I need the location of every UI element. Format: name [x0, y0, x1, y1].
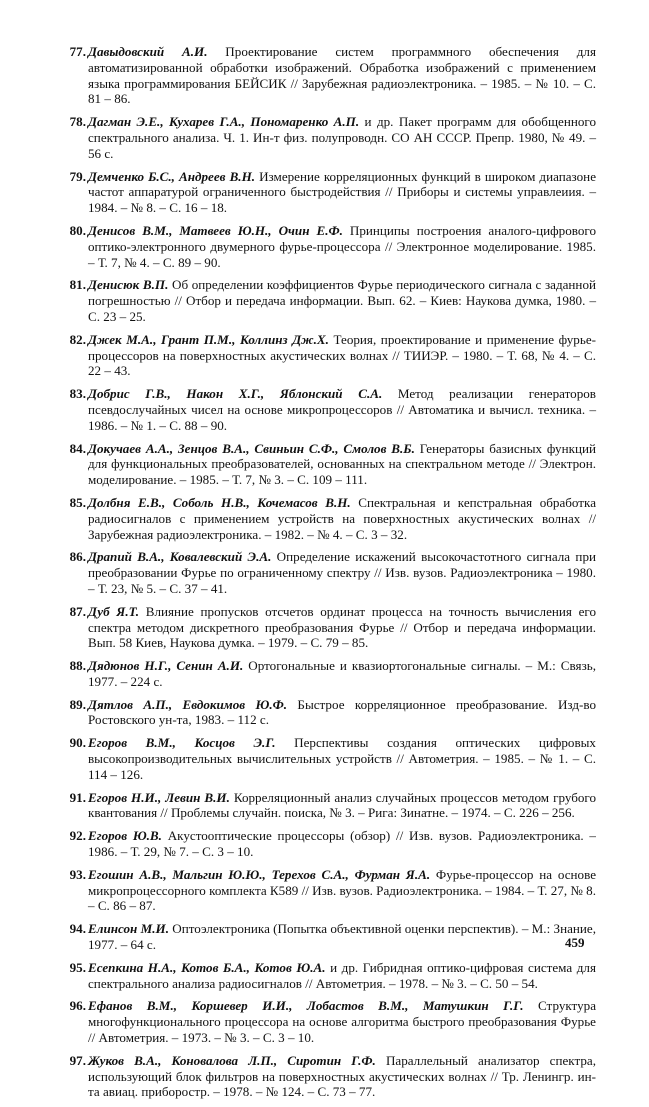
reference-text: Корреляционный анализ случайных процессов методом грубого квантования // Проблемы случайн. поиска, № 3. – Рига: Зинатне. – 1974. – С. 226 – 256.: [88, 789, 596, 821]
reference-authors: Дятлов А.П., Евдокимов Ю.Ф.: [88, 696, 288, 712]
reference-authors: Дагман Э.Е., Кухарев Г.А., Пономаренко А.П.: [88, 114, 360, 130]
reference-authors: Есепкина Н.А., Котов Б.А., Котов Ю.А.: [88, 959, 326, 975]
reference-entry: [62, 44, 596, 107]
reference-number: 79.: [69, 168, 86, 184]
reference-entry: [62, 441, 596, 488]
reference-text: Принципы построения аналого-цифрового оптико-электронного двумерного фурье-процессора // Электронное моделирование. 1985. – Т. 7, № 4. – С. 89 – 90.: [88, 222, 596, 270]
reference-entry: [62, 998, 596, 1045]
reference-number: 82.: [69, 331, 86, 347]
reference-text: и др. Гибридная оптико-цифровая система для спектрального анализа радиосигналов // Автометрия. – 1978. – № 3. – С. 50 – 54.: [88, 959, 596, 991]
reference-number: 84.: [69, 440, 86, 456]
reference-text: Проектирование систем программного обеспечения для автоматизированной обработки изображений. Обработка изображений с применением языка программирования БЕЙСИК // Зарубежная радиоэлектроника. – 1985. – № 10. – С. 81 – 86.: [88, 44, 596, 107]
reference-authors: Денисов В.М., Матвеев Ю.Н., Очин Е.Ф.: [88, 222, 343, 238]
reference-entry: [62, 114, 596, 161]
reference-entry: [62, 223, 596, 270]
reference-authors: Елинсон М.И.: [88, 921, 169, 937]
reference-entry: [62, 921, 596, 953]
reference-text: Генераторы базисных функций для функциональных преобразователей, основанных на спектральном методе // Электрон. моделирование. – 1985. – Т. 7, № 3. – С. 109 – 111.: [88, 440, 596, 488]
reference-authors: Демченко Б.С., Андреев В.Н.: [88, 168, 256, 184]
reference-authors: Жуков В.А., Коновалова Л.П., Сиротин Г.Ф.: [88, 1052, 376, 1068]
reference-entry: [62, 960, 596, 992]
reference-entry: [62, 790, 596, 822]
reference-authors: Давыдовский А.И.: [88, 44, 208, 59]
reference-entry: [62, 658, 596, 690]
reference-text: Измерение корреляционных функций в широком диапазоне частот аппаратурой ограниченного быстродействия // Приборы и системы управлеиия. – 1984. – № 8. – С. 16 – 18.: [88, 168, 597, 216]
reference-number: 93.: [69, 866, 86, 882]
reference-number: 83.: [69, 386, 86, 402]
reference-authors: Джек М.А., Грант П.М., Коллинз Дж.Х.: [88, 331, 329, 347]
reference-list: [62, 44, 596, 1107]
reference-authors: Докучаев А.А., Зенцов В.А., Свиньин С.Ф., Смолов В.Б.: [88, 440, 415, 456]
reference-number: 91.: [69, 789, 86, 805]
reference-entry: [62, 867, 596, 914]
reference-text: и др. Пакет программ для обобщенного спектрального анализа. Ч. 1. Ин-т физ. полупроводн. СО АН СССР. Препр. 1980, № 49. – 56 с.: [88, 114, 596, 161]
reference-text: Влияние пропусков отсчетов ординат процесса на точность вычисления его спектра методом дискретного преобразования Фурье // Отбор и передача информации. Вып. 58 Киев, Наукова думка. – 1979. – С. 79 – 85.: [88, 603, 596, 651]
reference-authors: Денисюк В.П.: [88, 277, 169, 293]
reference-number: 77.: [69, 44, 86, 59]
reference-number: 96.: [69, 998, 86, 1014]
reference-text: Метод реализации генераторов псевдослучайных чисел на основе микропроцессоров // Автоматика и вычисл. техника. – 1986. – № 1. – С. 88 – 90.: [88, 386, 596, 433]
reference-number: 95.: [69, 959, 86, 975]
reference-number: 87.: [69, 603, 86, 619]
reference-number: 94.: [69, 921, 86, 937]
reference-number: 92.: [69, 828, 86, 844]
reference-text: Параллельный анализатор спектра, использующий блок фильтров на поверхностных акустических волнах // Тр. Ленингр. ин-та авиац. приборостр. – 1978. – № 124. – С. 73 – 77.: [88, 1052, 596, 1100]
reference-text: Теория, проектирование и применение фурье-процессоров на поверхностных акустических волнах // ТИИЭР. – 1980. – Т. 68, № 4. – С. 22 – 43.: [88, 331, 596, 379]
reference-text: Об определении коэффициентов Фурье периодического сигнала с заданной погрешностью // Отбор и передача информации. Вып. 62. – Киев: Наукова думка, 1980. – С. 23 – 25.: [88, 277, 596, 324]
reference-entry: [62, 386, 596, 433]
reference-authors: Егоров В.М., Косцов Э.Г.: [88, 735, 276, 751]
reference-number: 89.: [69, 696, 86, 712]
reference-number: 90.: [69, 735, 86, 751]
page-number: 459: [565, 935, 585, 950]
reference-authors: Дуб Я.Т.: [88, 603, 140, 619]
reference-authors: Ефанов В.М., Коршевер И.И., Лобастов В.М., Матушкин Г.Г.: [88, 998, 524, 1014]
reference-entry: [62, 1053, 596, 1100]
reference-authors: Добрис Г.В., Након Х.Г., Яблонский С.А.: [88, 386, 383, 402]
reference-entry: [62, 332, 596, 379]
reference-text: Ортогональные и квазиортогональные сигналы. – М.: Связь, 1977. – 224 с.: [88, 658, 596, 689]
reference-authors: Драпий В.А., Ковалевский Э.А.: [88, 549, 272, 565]
reference-text: Оптоэлектроника (Попытка объективной оценки перспектив). – М.: Знание, 1977. – 64 с.: [88, 921, 596, 953]
reference-authors: Долбня Е.В., Соболь Н.В., Кочемасов В.Н.: [88, 494, 351, 510]
reference-entry: [62, 495, 596, 542]
reference-entry: [62, 277, 596, 324]
reference-number: 81.: [69, 277, 86, 293]
reference-entry: [62, 697, 596, 729]
reference-entry: [62, 828, 596, 860]
reference-entry: [62, 735, 596, 782]
reference-number: 97.: [69, 1052, 86, 1068]
reference-text: Спектральная и кепстральная обработка радиосигналов с применением устройств на поверхностных акустических волнах // Зарубежная радиоэлектроника. – 1982. – № 4. – С. 3 – 32.: [88, 494, 597, 542]
reference-authors: Егоров Н.И., Левин В.И.: [88, 789, 230, 805]
reference-number: 85.: [69, 494, 86, 510]
reference-number: 80.: [69, 222, 86, 238]
reference-entry: [62, 549, 596, 596]
reference-number: 78.: [69, 114, 86, 130]
reference-authors: Егоров Ю.В.: [88, 828, 162, 844]
reference-text: Перспективы создания оптических цифровых высокопроизводительных вычислительных устройств // Автометрия. – 1985. – № 1. – С. 114 – 126.: [88, 735, 596, 782]
reference-text: Акустооптические процессоры (обзор) // Изв. вузов. Радиоэлектроника. – 1986. – Т. 29, № 7. – С. 3 – 10.: [88, 828, 596, 860]
reference-authors: Дядюнов Н.Г., Сенин А.И.: [88, 658, 244, 674]
reference-entry: [62, 169, 596, 216]
reference-text: Определение искажений высокочастотного сигнала при преобразовании Фурье по ограниченному спектру // Изв. вузов. Радиоэлектроника – 1980. – Т. 23, № 5. – С. 37 – 41.: [88, 549, 596, 596]
reference-text: Фурье-процессор на основе микропроцессорного комплекта К589 // Изв. вузов. Радиоэлектроника. – 1984. – Т. 27, № 8. – С. 86 – 87.: [88, 866, 597, 914]
reference-number: 86.: [69, 549, 86, 565]
reference-authors: Егошин А.В., Мальгин Ю.Ю., Терехов С.А., Фурман Я.А.: [88, 866, 431, 882]
reference-entry: [62, 604, 596, 651]
reference-text: Структура многофункционального процессора на основе алгоритма быстрого преобразования Фурье // Автометрия. – 1973. – № 3. – С. 3 – 10.: [88, 998, 597, 1046]
reference-text: Быстрое корреляционное преобразование. Изд-во Ростовского ун-та, 1983. – 112 с.: [88, 696, 596, 728]
reference-number: 88.: [69, 658, 86, 674]
